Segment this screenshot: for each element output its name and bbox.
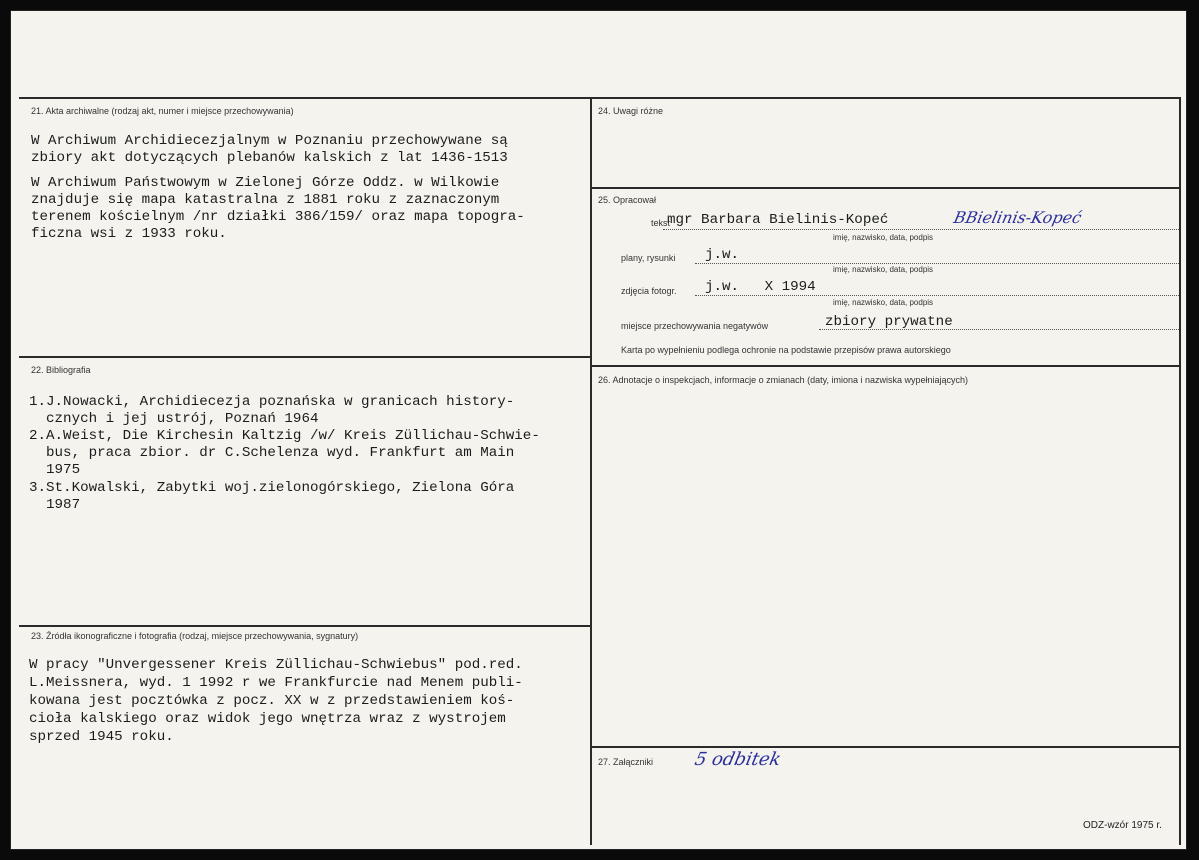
text-line: W Archiwum Państwowym w Zielonej Górze Oddz. w Wilkowie	[31, 175, 500, 191]
text-line: W Archiwum Archidiecezjalnym w Poznaniu przechowywane są	[31, 133, 508, 149]
text-line: 1975	[29, 462, 81, 478]
rule-24-25	[592, 187, 1181, 189]
inventory-card	[10, 10, 1187, 850]
zdjecia-label: zdjęcia fotogr.	[621, 286, 677, 296]
text-line: cioła kalskiego oraz widok jego wnętrza wraz z wystrojem	[29, 711, 506, 727]
plany-value: j.w.	[705, 247, 740, 263]
text-line: zbiory akt dotyczących plebanów kalskich z lat 1436-1513	[31, 150, 508, 166]
text-line: bus, praca zbior. dr C.Schelenza wyd. Frankfurt am Main	[29, 445, 515, 461]
text-line: cznych i jej ustrój, Poznań 1964	[29, 411, 319, 427]
rule-26-27	[592, 746, 1181, 748]
tekst-value: mgr Barbara Bielinis-Kopeć	[667, 212, 889, 228]
copyright-note: Karta po wypełnieniu podlega ochronie na podstawie przepisów prawa autorskiego	[621, 345, 951, 355]
text-line: 1987	[29, 497, 81, 513]
miejsce-line	[819, 329, 1179, 330]
text-line: ficzna wsi z 1933 roku.	[31, 226, 227, 242]
plany-caption: imię, nazwisko, data, podpis	[833, 265, 934, 274]
plany-line	[695, 263, 1179, 264]
rule-21-22	[19, 356, 590, 358]
text-line: znajduje się mapa katastralna z 1881 roku z zaznaczonym	[31, 192, 500, 208]
tekst-caption: imię, nazwisko, data, podpis	[833, 233, 934, 242]
section-27-label: 27. Załączniki	[598, 757, 654, 767]
text-line: 1.J.Nowacki, Archidiecezja poznańska w granicach history-	[29, 394, 515, 410]
rule-25-26	[592, 365, 1181, 367]
attachments-value: 5 odbitek	[692, 749, 783, 770]
top-rule	[19, 97, 1181, 99]
section-24-label: 24. Uwagi różne	[598, 106, 664, 116]
text-line: sprzed 1945 roku.	[29, 729, 174, 745]
right-edge-rule	[1179, 97, 1181, 845]
form-id: ODZ-wzór 1975 r.	[1083, 820, 1162, 831]
text-line: 2.A.Weist, Die Kirchesin Kaltzig /w/ Kreis Züllichau-Schwie-	[29, 428, 540, 444]
text-line: 3.St.Kowalski, Zabytki woj.zielonogórskiego, Zielona Góra	[29, 480, 515, 496]
text-line: kowana jest pocztówka z pocz. XX w z przedstawieniem koś-	[29, 693, 515, 709]
miejsce-label: miejsce przechowywania negatywów	[621, 321, 769, 331]
plany-label: plany, rysunki	[621, 253, 676, 263]
text-line: W pracy "Unvergessener Kreis Züllichau-Schwiebus" pod.red.	[29, 657, 523, 673]
zdjecia-line	[695, 295, 1179, 296]
section-21-label: 21. Akta archiwalne (rodzaj akt, numer i miejsce przechowywania)	[31, 106, 294, 116]
center-divider	[590, 97, 592, 845]
miejsce-value: zbiory prywatne	[825, 314, 953, 330]
section-23-label: 23. Źródła ikonograficzne i fotografia (rodzaj, miejsce przechowywania, sygnatury)	[31, 631, 359, 641]
zdjecia-caption: imię, nazwisko, data, podpis	[833, 298, 934, 307]
section-22-label: 22. Bibliografia	[31, 365, 91, 375]
section-25-label: 25. Opracował	[598, 195, 657, 205]
text-line: terenem kościelnym /nr działki 386/159/ oraz mapa topogra-	[31, 209, 525, 225]
text-line: L.Meissnera, wyd. 1 1992 r we Frankfurcie nad Menem publi-	[29, 675, 523, 691]
rule-22-23	[19, 625, 590, 627]
tekst-line	[663, 229, 1179, 230]
tekst-label: tekst	[651, 218, 671, 228]
zdjecia-value: j.w. X 1994	[705, 279, 816, 295]
author-signature: BBielinis-Kopeć	[951, 208, 1084, 227]
section-26-label: 26. Adnotacje o inspekcjach, informacje o zmianach (daty, imiona i nazwiska wypełniających)	[598, 375, 969, 385]
